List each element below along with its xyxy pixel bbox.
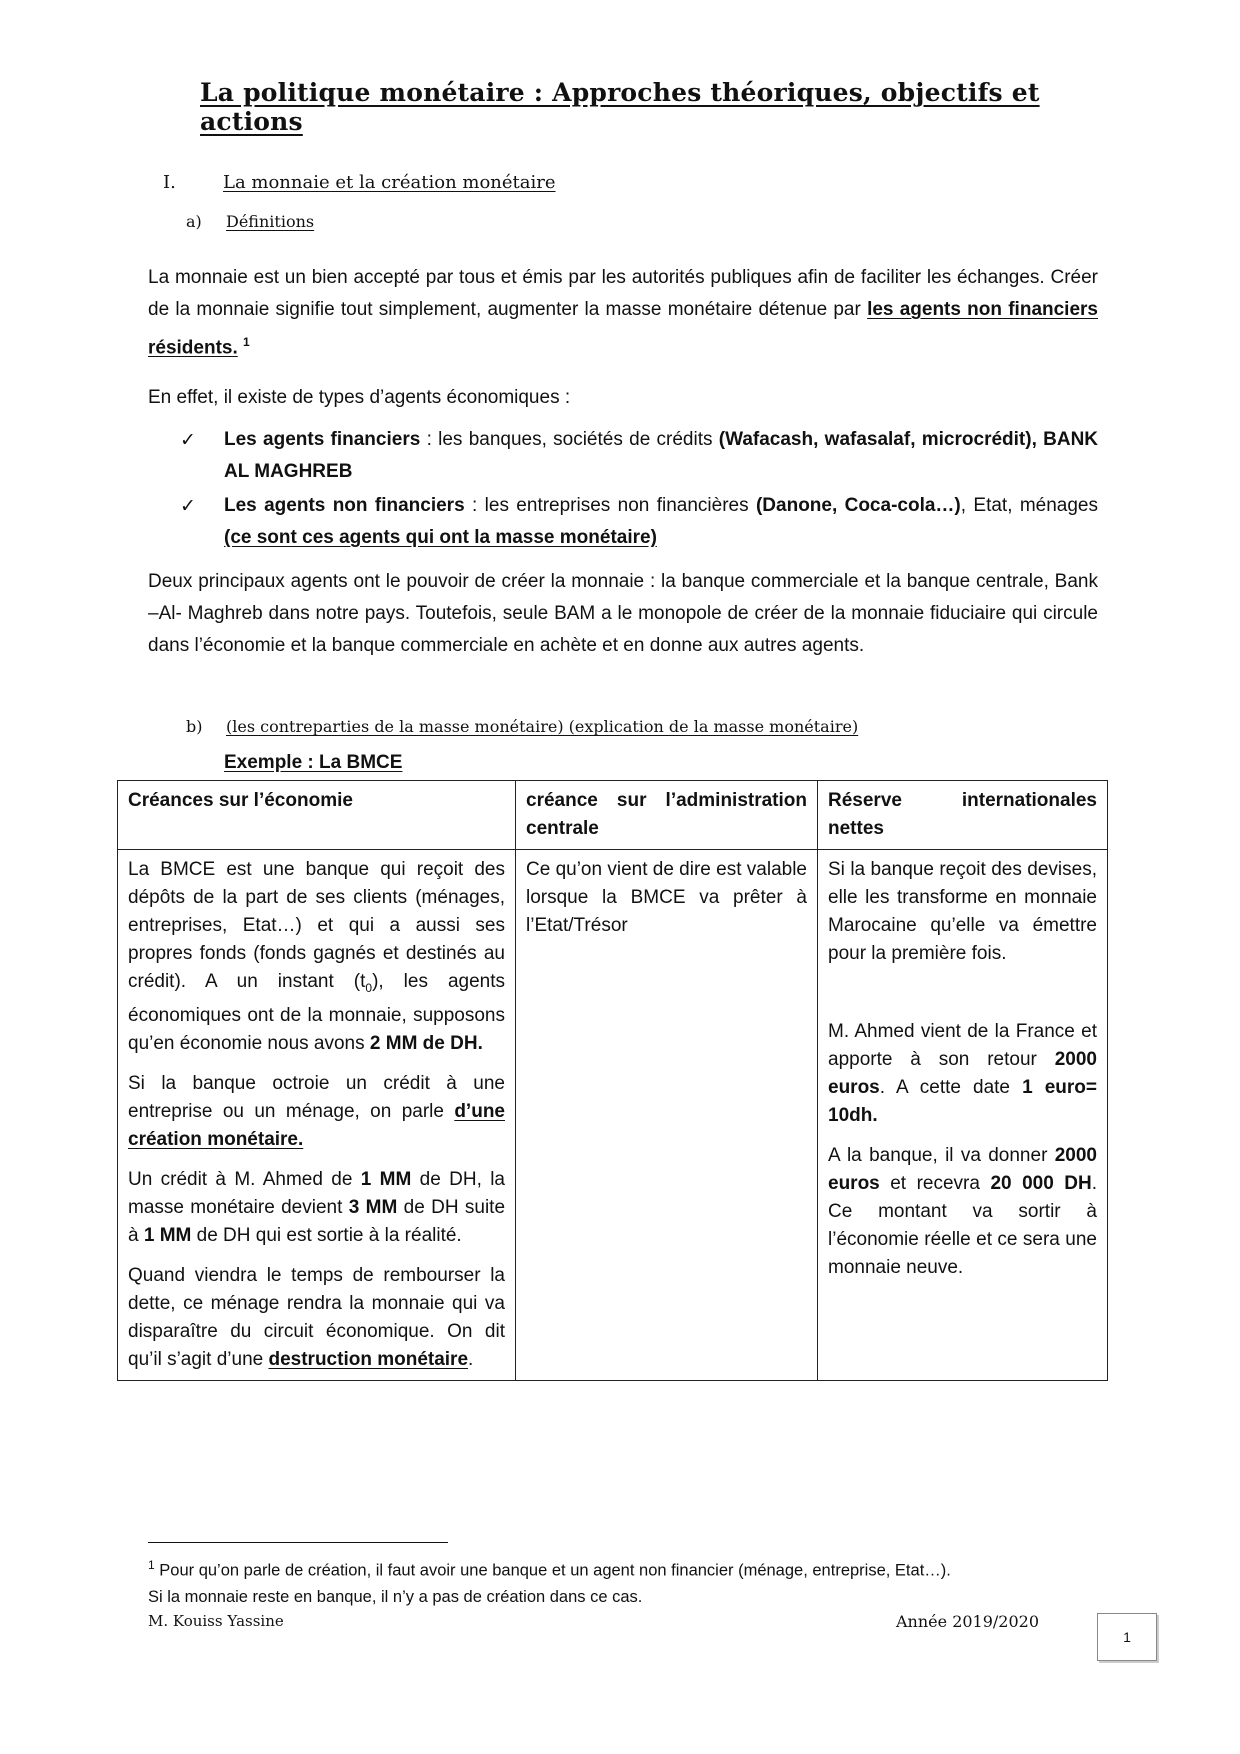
agents-intro-paragraph: En effet, il existe de types d’agents économiques : [148,387,571,408]
table-row [118,850,1108,1381]
column-header: Créances sur l’économie [118,781,516,850]
subsection-title: (les contreparties de la masse monétaire) (explication de la masse monétaire) [226,717,859,736]
checkmark-icon: ✓ [180,495,196,517]
footer-author: M. Kouiss Yassine [148,1612,284,1630]
document-title: La politique monétaire : Approches théoriques, objectifs et actions [200,78,1040,136]
list-item-text: , Etat, ménages [960,495,1098,516]
checkmark-icon: ✓ [180,429,196,451]
definition-emphasis: les agents non financiers résidents. [148,299,1098,359]
subsection-a-heading [186,212,314,231]
list-item-examples: (Danone, Coca-cola…) [755,495,961,516]
footnote-separator [148,1542,448,1543]
list-item-examples: (Wafacash, wafasalaf, microcrédit), BANK AL MAGHREB [224,429,1099,482]
footnote-reference: 1 [243,335,250,349]
table-cell-administration-claims: Ce qu’on vient de dire est valable lorsque la BMCE va prêter à l’Etat/Trésor [516,850,818,1381]
table-cell-economy-claims: La BMCE est une banque qui reçoit des dépôts de la part de ses clients (ménages, entreprises, Etat…) et qui a aussi ses propres fonds (fonds gagnés et destinés au crédit). A un instant $(t_0)$, les agents économiques ont de la monnaie, supposons qu’en économie nous avons 2 MM de DH. Si la banque octroie un crédit à une entreprise ou un ménage, on parle d’une création monétaire. Un crédit à M. Ahmed de 1 MM de DH, la masse monétaire devient 3 MM de DH suite à 1 MM de DH qui est sortie à la réalité. Quand viendra le temps de rembourser la dette, ce ménage rendra la monnaie qui va disparaître du circuit économique. On dit qu’il s’agit d’une destruction monétaire. [118,850,516,1381]
list-item-term: Les agents financiers [224,429,421,450]
subsection-title: Définitions [226,212,315,231]
section-title: La monnaie et la création monétaire [223,172,556,193]
column-header: créance sur l’administration centrale [516,781,818,850]
footer-year: Année 2019/2020 [896,1612,1040,1631]
section-number: I. [163,172,176,193]
list-item [180,490,1098,554]
definition-text: La monnaie est un bien accepté par tous et émis par les autorités publiques afin de faciliter les échanges. Créer de la monnaie signifie tout simplement, augmenter la masse monétaire détenue par [148,267,1098,320]
page-number: 1 [1097,1613,1157,1661]
table-cell-international-reserves: Si la banque reçoit des devises, elle les transforme en monnaie Marocaine qu’elle va émettre pour la première fois. M. Ahmed vient de la France et apporte à son retour 2000 euros. A cette date 1 euro= 10dh. A la banque, il va donner 2000 euros et recevra 20 000 DH. Ce montant va sortir à l’économie réelle et ce sera une monnaie neuve. [818,850,1108,1381]
list-item-term: Les agents non financiers [224,495,465,516]
money-creators-paragraph: Deux principaux agents ont le pouvoir de créer la monnaie : la banque commerciale et la banque centrale, Bank –Al- Maghreb dans notre pays. Toutefois, seule BAM a le monopole de créer de la monnaie fiduciaire qui circule dans l’économie et la banque commerciale en achète et en donne aux autres agents. [148,571,1098,656]
subsection-number: b) [186,717,203,736]
footnote-line: Pour qu’on parle de création, il faut avoir une banque et un agent non financier (ménage, entreprise, Etat…). [154,1561,951,1580]
list-item-text: : les entreprises non financières [464,495,756,516]
table-header-row [118,781,1108,850]
list-item [180,424,1098,488]
subsection-number: a) [186,212,202,231]
example-label: Exemple : La BMCE [224,752,403,773]
agents-list [180,424,1098,556]
subsection-b-heading [186,717,858,736]
column-header: Réserve internationales nettes [818,781,1108,850]
footnote [148,1552,1108,1610]
section-1-heading [163,172,556,193]
counterparts-table [117,780,1108,1381]
list-item-emphasis: (ce sont ces agents qui ont la masse monétaire) [224,527,657,548]
footnote-number: 1 [148,1558,155,1572]
footnote-line: Si la monnaie reste en banque, il n’y a pas de création dans ce cas. [148,1587,643,1606]
list-item-text: : les banques, sociétés de crédits [420,429,719,450]
definition-paragraph [148,262,1098,364]
